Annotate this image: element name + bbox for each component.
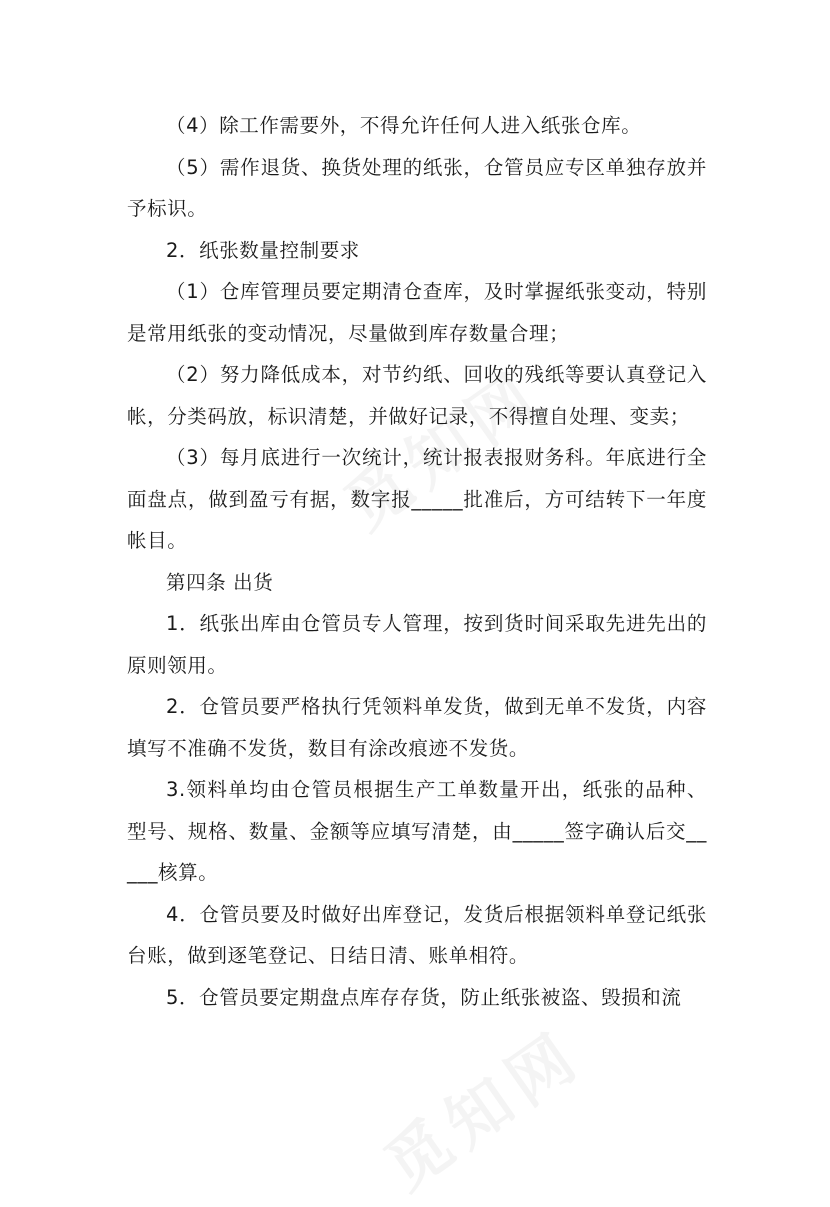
document-body (127, 105, 707, 1018)
section-heading-quantity-control: 2．纸张数量控制要求 (166, 238, 360, 262)
paragraph-quantity-1: （1）仓库管理员要定期清仓查库，及时掌握纸张变动，特别是常用纸张的变动情况，尽量做到库存数量合理； (127, 280, 707, 345)
paragraph-quantity-2: （2）努力降低成本，对节约纸、回收的残纸等要认真登记入帐，分类码放，标识清楚，并做好记录，不得擅自处理、变卖； (127, 363, 707, 428)
paragraph-shipping-5: 5．仓管员要定期盘点库存存货，防止纸张被盗、毁损和流 (166, 985, 682, 1009)
article-heading-shipping: 第四条 出货 (166, 570, 274, 594)
paragraph-shipping-1: 1．纸张出库由仓管员专人管理，按到货时间采取先进先出的原则领用。 (127, 612, 707, 677)
paragraph-item-4: （4）除工作需要外，不得允许任何人进入纸张仓库。 (166, 114, 642, 137)
paragraph-item-5: （5）需作退货、换货处理的纸张，仓管员应专区单独存放并予标识。 (127, 155, 707, 220)
paragraph-shipping-3: 3.领料单均由仓管员根据生产工单数量开出，纸张的品种、型号、规格、数量、金额等应填写清楚，由_____签字确认后交_____核算。 (127, 778, 707, 884)
paragraph-shipping-2: 2．仓管员要严格执行凭领料单发货，做到无单不发货，内容填写不准确不发货，数目有涂改痕迹不发货。 (127, 695, 707, 760)
watermark (364, 1005, 599, 1207)
paragraph-quantity-3: （3）每月底进行一次统计，统计报表报财务科。年底进行全面盘点，做到盈亏有据，数字报_____批准后，方可结转下一年度帐目。 (127, 446, 707, 552)
paragraph-shipping-4: 4．仓管员要及时做好出库登记，发货后根据领料单登记纸张台账，做到逐笔登记、日结日清、账单相符。 (127, 902, 707, 967)
